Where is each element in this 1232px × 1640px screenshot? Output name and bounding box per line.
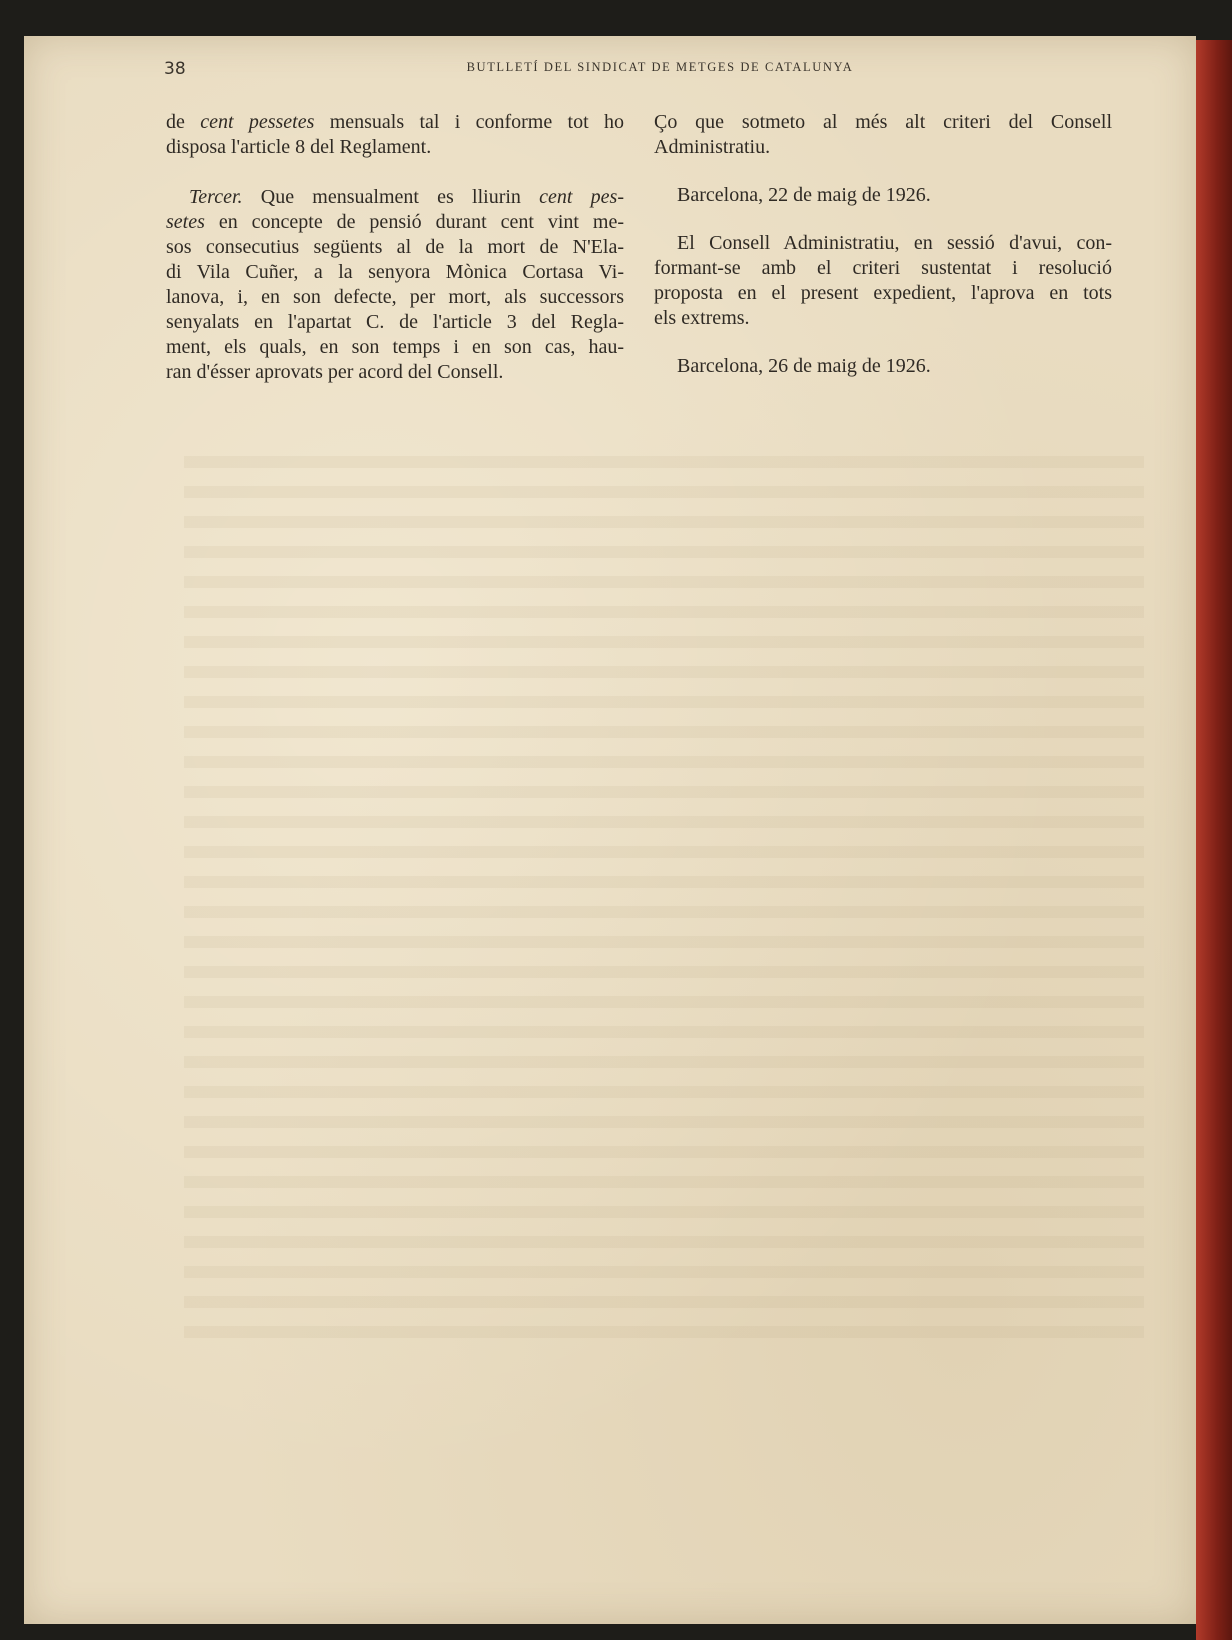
text-line: senyalats en l'apartat C. de l'article 3 del Regla- [166,311,624,333]
text-line: ran d'ésser aprovats per acord del Consell. [166,361,504,383]
text-line: El Consell Administratiu, en sessió d'avui, con- [677,232,1112,254]
text-line: Tercer. Que mensualment es lliurin cent pes- [189,186,624,208]
right-column [654,110,1112,379]
bleed-through-text [184,456,1144,1356]
text-line: di Vila Cuñer, a la senyora Mònica Cortasa Vi- [166,261,624,283]
text-line: disposa l'article 8 del Reglament. [166,136,432,158]
text-line: de cent pessetes mensuals tal i conforme tot ho [166,111,624,133]
text-line: ment, els quals, en son temps i en son cas, hau- [166,336,624,358]
page-number: 38 [164,59,186,79]
date-line: Barcelona, 22 de maig de 1926. [677,184,931,206]
left-column [166,110,624,385]
date-line: Barcelona, 26 de maig de 1926. [677,355,931,377]
paragraph-approval [654,231,1112,331]
text-line: setes en concepte de pensió durant cent vint me- [166,211,624,233]
paragraph-submission [654,110,1112,160]
text-line: els extrems. [654,307,750,329]
binding-edge [1196,40,1232,1640]
text-line: formant-se amb el criteri sustentat i resolució [654,257,1112,279]
text-line: Ço que sotmeto al més alt criteri del Consell [654,111,1112,133]
paragraph-continuation [166,110,624,160]
text-line: sos consecutius següents al de la mort de N'Ela- [166,236,624,258]
paragraph-tercer [166,185,624,385]
text-line: Administratiu. [654,136,771,158]
running-head: BUTLLETÍ DEL SINDICAT DE METGES DE CATALUNYA [466,60,854,74]
text-line: proposta en el present expedient, l'aprova en tots [654,282,1112,304]
text-line: lanova, i, en son defecte, per mort, als successors [166,286,624,308]
